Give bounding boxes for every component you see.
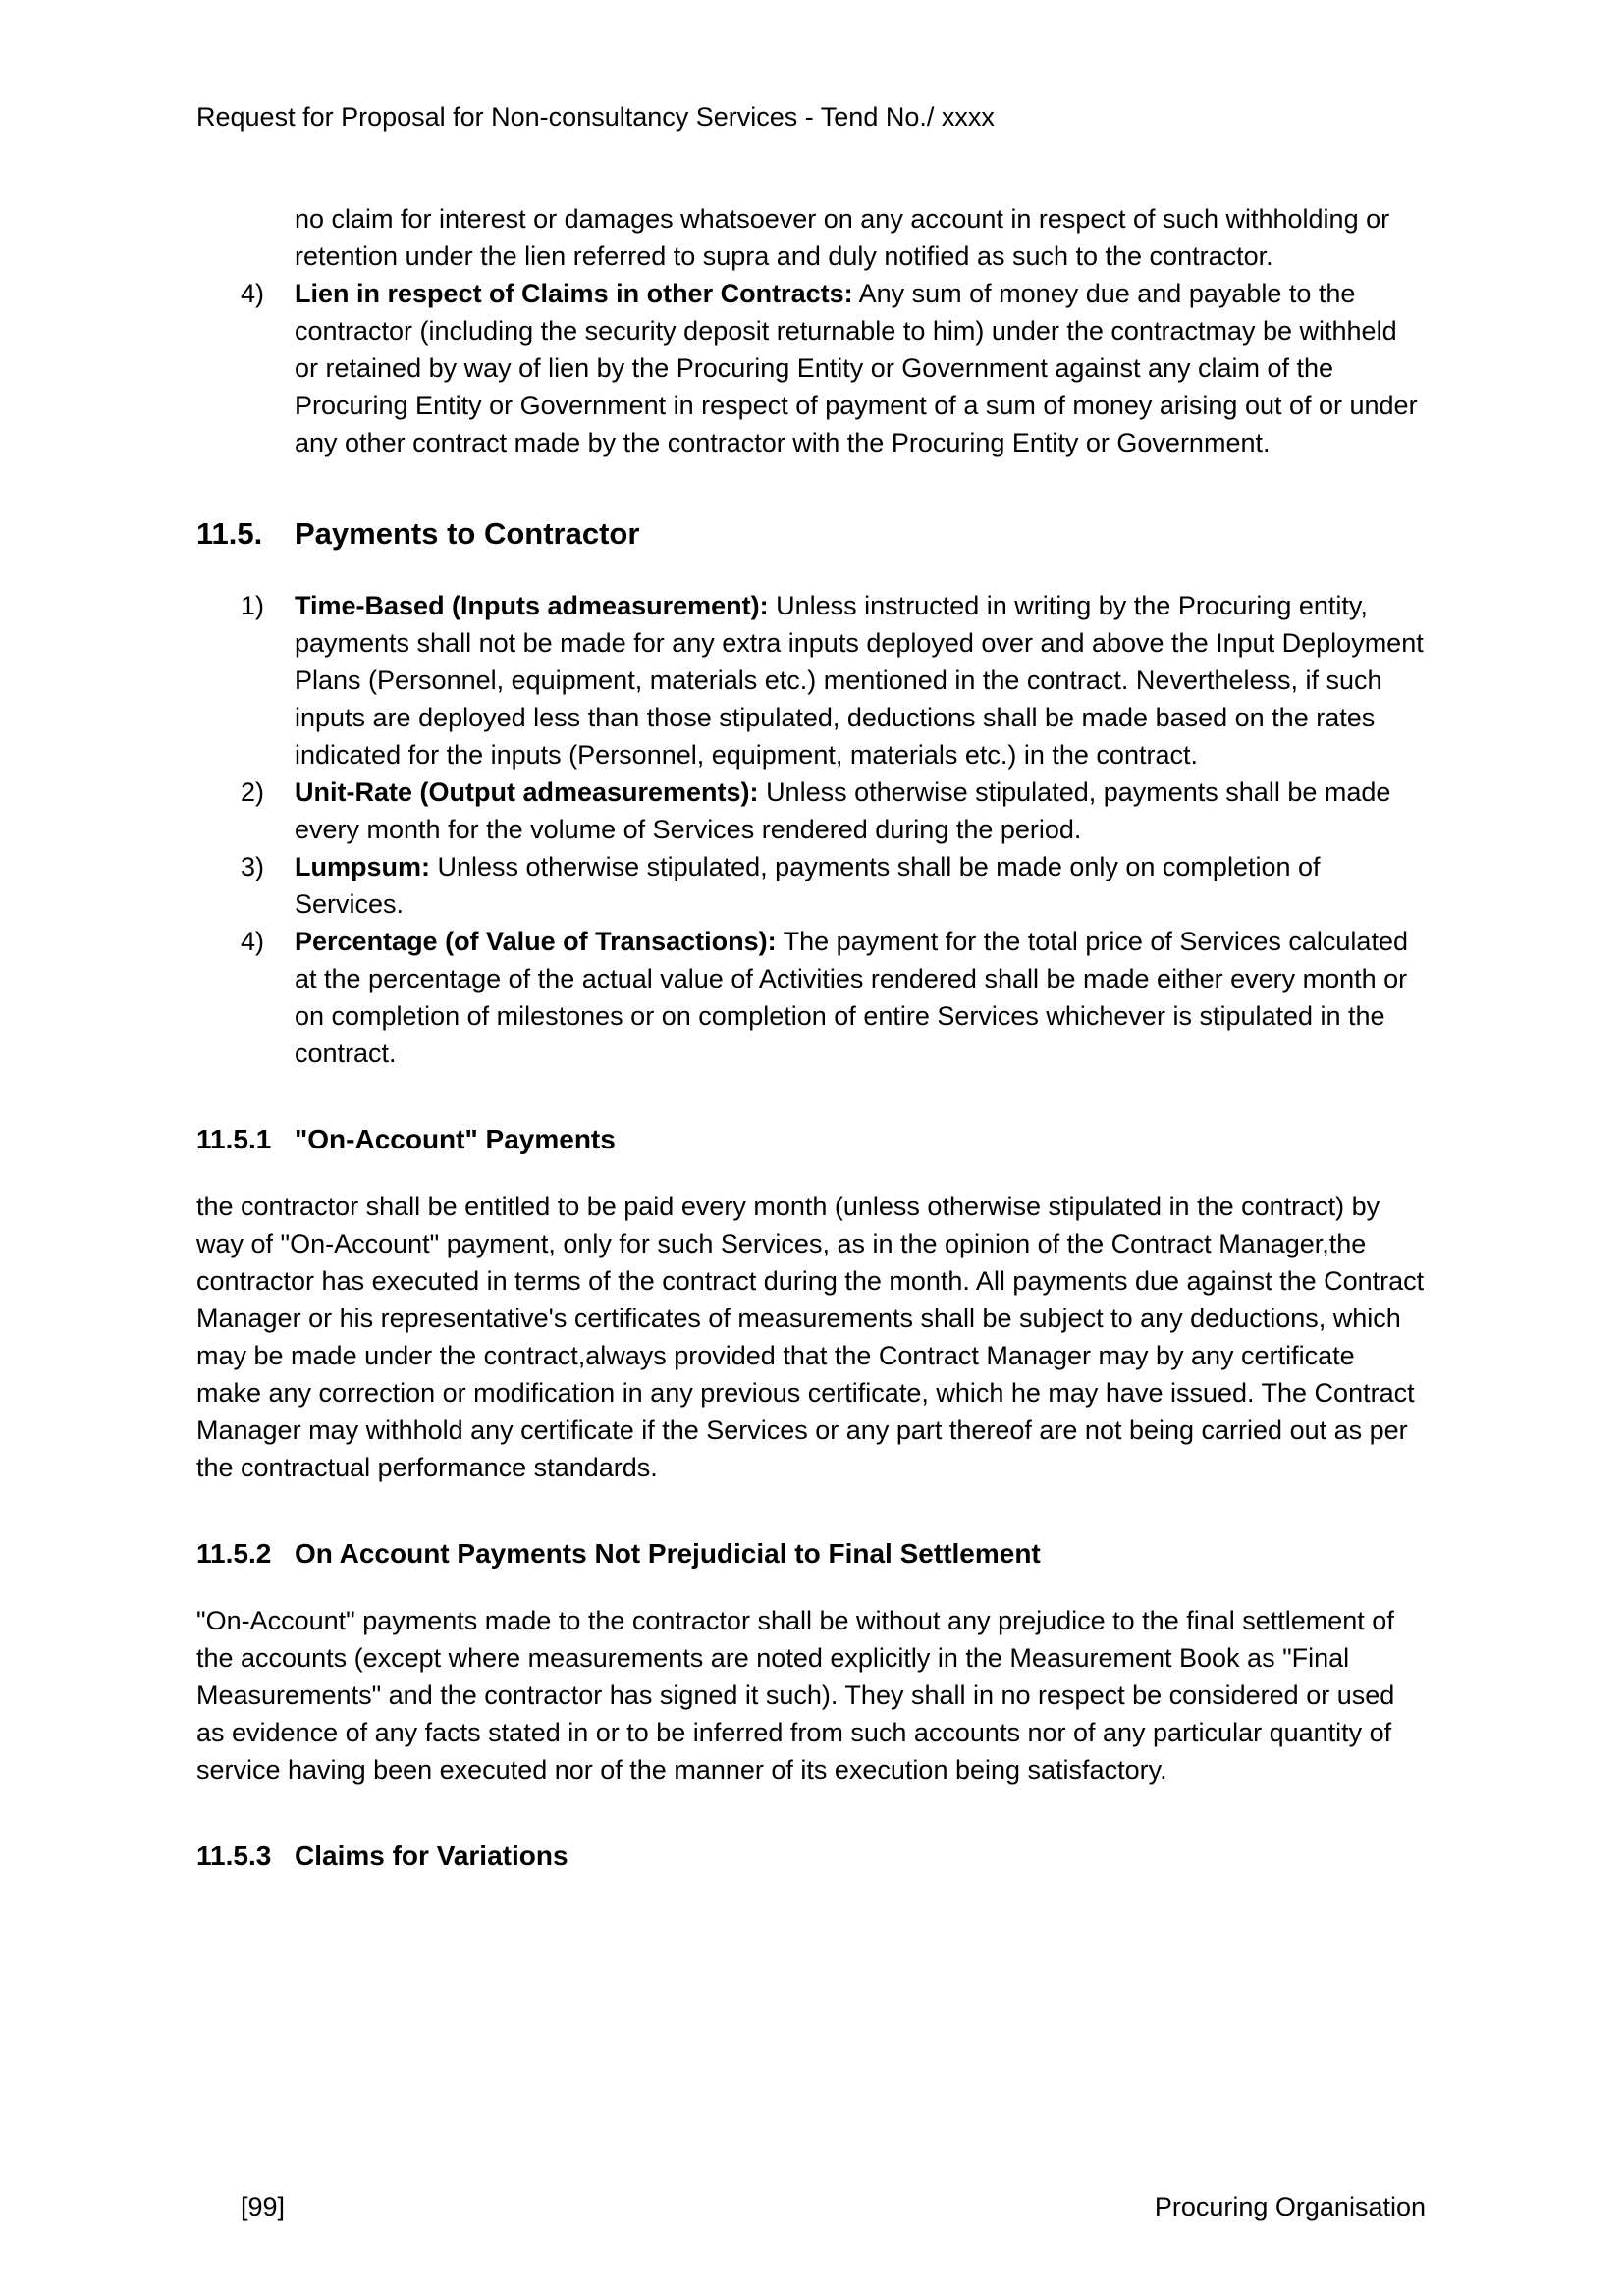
list-item-text <box>295 587 1426 774</box>
footer-organisation: Procuring Organisation <box>1154 2192 1426 2221</box>
subsection-number: 11.5.2 <box>196 1538 272 1569</box>
list-item-time-based <box>196 587 1426 774</box>
list-number: 4) <box>241 927 265 956</box>
list-item-label: Unit-Rate (Output admeasurements): <box>295 777 759 807</box>
subsection-title: On Account Payments Not Prejudicial to Final Settlement <box>295 1538 1041 1569</box>
page-number: [99] <box>241 2192 286 2221</box>
list-number: 4) <box>241 279 265 308</box>
list-number: 1) <box>241 591 265 620</box>
list-item-body: Unless otherwise stipulated, payments shall be made only on completion of Services. <box>295 852 1321 919</box>
subsection-title: Claims for Variations <box>295 1841 568 1871</box>
lead-paragraph: no claim for interest or damages whatsoever on any account in respect of such withholding or retention under the lien referred to supra and duly notified as such to the contractor. <box>295 204 1390 271</box>
list-item-label: Time-Based (Inputs admeasurement): <box>295 591 769 620</box>
list-number: 3) <box>241 852 265 881</box>
subsection-number: 11.5.1 <box>196 1124 272 1154</box>
subsection-body-11-5-2: "On-Account" payments made to the contractor shall be without any prejudice to the final settlement of the accounts (except where measurements are noted explicitly in the Measurement Book as "Final Measurements" and the contractor has signed it such). They shall in no respect be considered or used as evidence of any facts stated in or to be inferred from such accounts nor of any particular quantity of service having been executed nor of the manner of its execution being satisfactory. <box>196 1606 1395 1785</box>
list-item-unit-rate <box>196 774 1426 848</box>
list-item-text <box>295 848 1426 923</box>
subsection-title: "On-Account" Payments <box>295 1124 616 1154</box>
list-item-lien <box>196 275 1426 461</box>
subsection-body-11-5-1: the contractor shall be entitled to be paid every month (unless otherwise stipulated in the contract) by way of "On-Account" payment, only for such Services, as in the opinion of the Contract Manager,the contractor has executed in terms of the contract during the month. All payments due against the Contract Manager or his representative's certificates of measurements shall be subject to any deductions, which may be made under the contract,always provided that the Contract Manager may by any certificate make any correction or modification in any previous certificate, which he may have issued. The Contract Manager may withhold any certificate if the Services or any part thereof are not being carried out as per the contractual performance standards. <box>196 1192 1425 1482</box>
list-item-text <box>295 774 1426 848</box>
list-item-text <box>295 275 1426 461</box>
list-item-text <box>295 923 1426 1072</box>
section-heading-11-5 <box>196 514 1426 554</box>
page-header <box>196 98 1426 135</box>
subsection-heading-11-5-2 <box>196 1535 1426 1573</box>
subsection-heading-11-5-1 <box>196 1121 1426 1158</box>
header-title: Request for Proposal for Non-consultancy Services - Tend No./ xxxx <box>196 102 995 132</box>
list-item-body: Any sum of money due and payable to the contractor (including the security deposit returnable to him) under the contractmay be withheld or retained by way of lien by the Procuring Entity or Government against any claim of the Procuring Entity or Government in respect of payment of a sum of money arising out of or under any other contract made by the contractor with the Procuring Entity or Government. <box>295 279 1418 457</box>
list-item-body: The payment for the total price of Services calculated at the percentage of the actual value of Activities rendered shall be made either every month or on completion of milestones or on completion of entire Services whichever is stipulated in the contract. <box>295 927 1408 1068</box>
list-number: 2) <box>241 777 265 807</box>
page-footer <box>196 2188 1426 2225</box>
list-item-lumpsum <box>196 848 1426 923</box>
list-item-percentage <box>196 923 1426 1072</box>
section-title: Payments to Contractor <box>295 516 640 551</box>
list-item-label: Percentage (of Value of Transactions): <box>295 927 777 956</box>
subsection-number: 11.5.3 <box>196 1841 272 1871</box>
subsection-heading-11-5-3 <box>196 1838 1426 1875</box>
lead-paragraph-item <box>196 200 1426 275</box>
list-item-body: Unless instructed in writing by the Procuring entity, payments shall not be made for any extra inputs deployed over and above the Input Deployment Plans (Personnel, equipment, materials etc.) mentioned in the contract. Nevertheless, if such inputs are deployed less than those stipulated, deductions shall be made based on the rates indicated for the inputs (Personnel, equipment, materials etc.) in the contract. <box>295 591 1424 770</box>
lead-list <box>196 200 1426 461</box>
list-item-label: Lien in respect of Claims in other Contracts: <box>295 279 853 308</box>
list-item-body: Unless otherwise stipulated, payments shall be made every month for the volume of Services rendered during the period. <box>295 777 1391 844</box>
list-number-empty <box>196 200 295 275</box>
payments-list <box>196 587 1426 1072</box>
section-number: 11.5. <box>196 516 263 551</box>
list-item-label: Lumpsum: <box>295 852 430 881</box>
